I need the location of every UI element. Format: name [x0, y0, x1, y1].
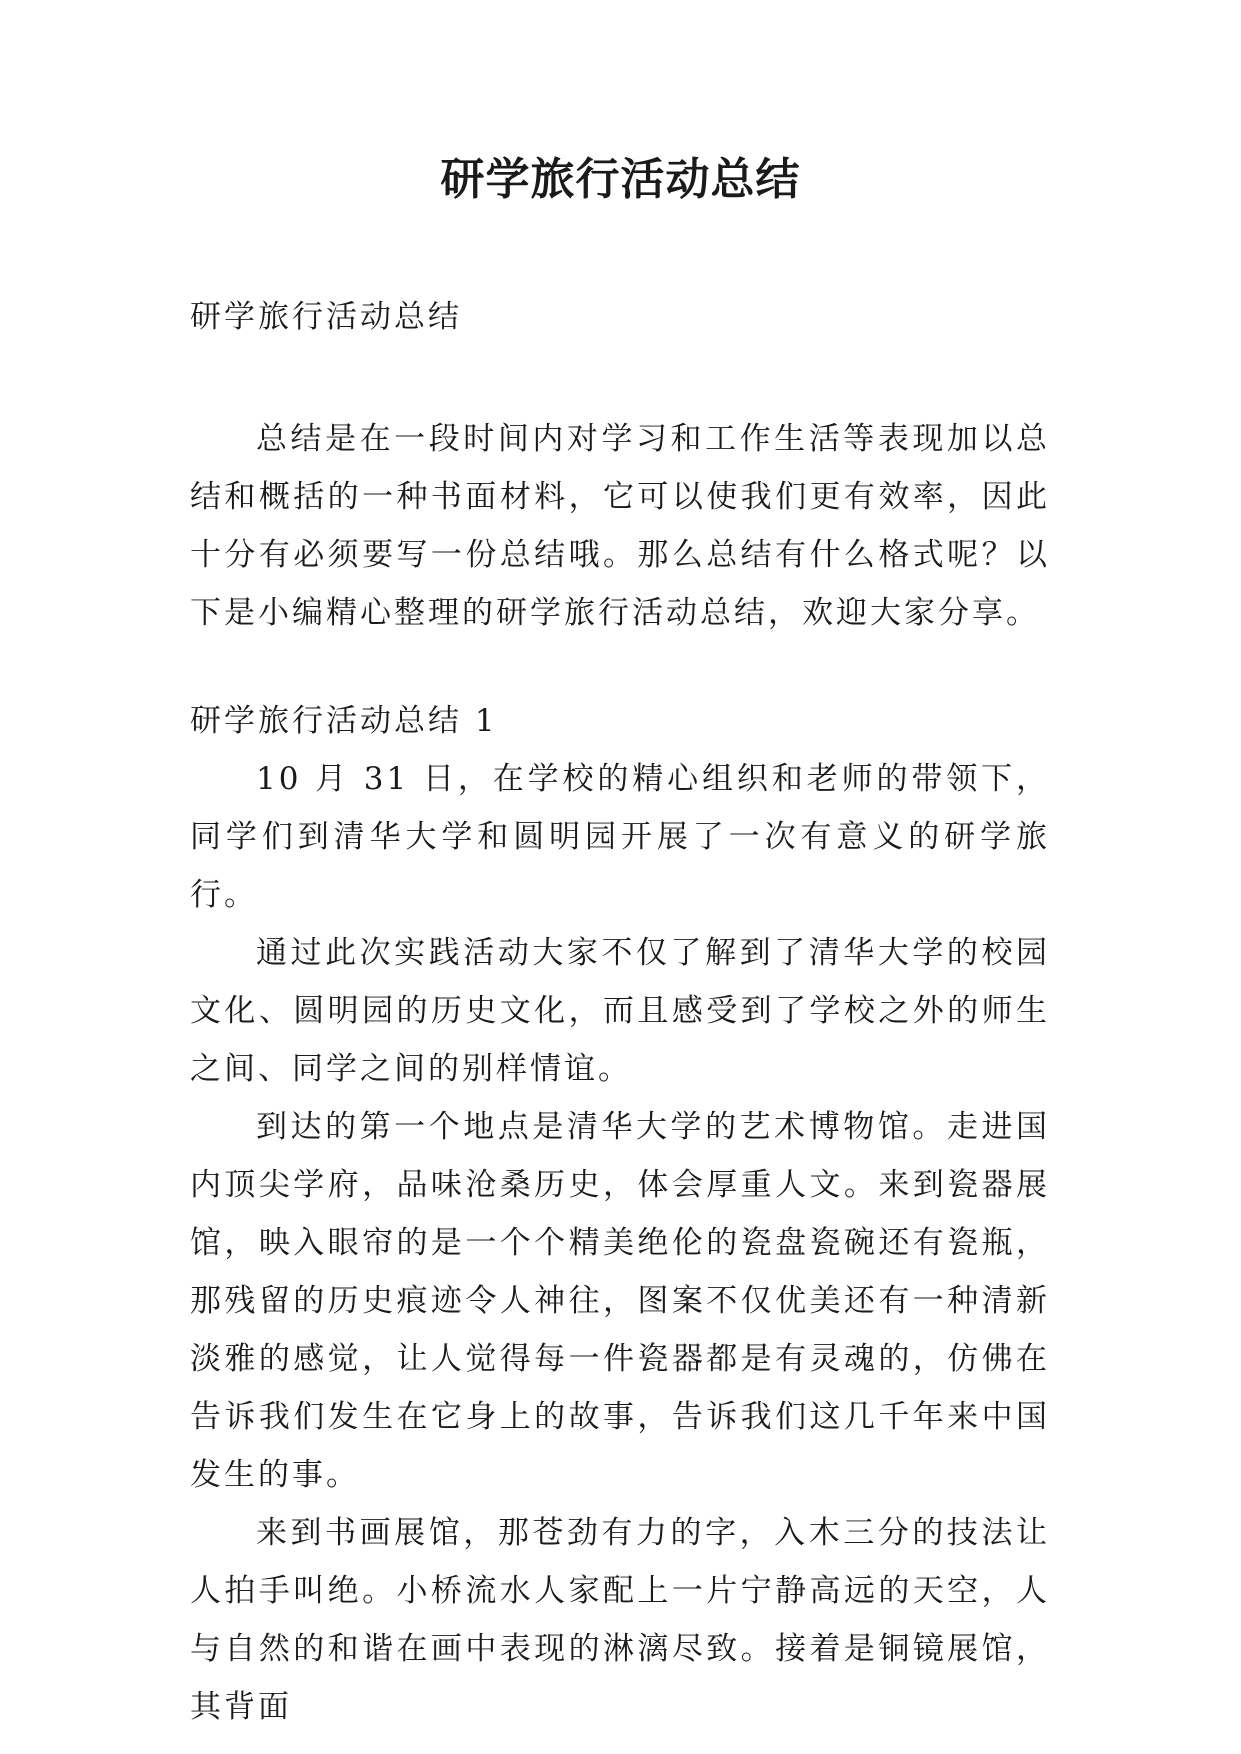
paragraph: 到达的第一个地点是清华大学的艺术博物馆。走进国内顶尖学府，品味沧桑历史，体会厚重人文。来到瓷器展馆，映入眼帘的是一个个精美绝伦的瓷盘瓷碗还有瓷瓶，那残留的历史痕迹令人神往，图案不仅优美还有一种清新淡雅的感觉，让人觉得每一件瓷器都是有灵魂的，仿佛在告诉我们发生在它身上的故事，告诉我们这几千年来中国发生的事。	[190, 1109, 1050, 1493]
section-heading: 研学旅行活动总结 1	[190, 703, 498, 739]
paragraph: 来到书画展馆，那苍劲有力的字，入木三分的技法让人拍手叫绝。小桥流水人家配上一片宁静高远的天空，人与自然的和谐在画中表现的淋漓尽致。接着是铜镜展馆，其背面	[190, 1515, 1050, 1725]
section-body	[190, 750, 1050, 1736]
document-title: 研学旅行活动总结	[440, 154, 801, 205]
intro-paragraph: 总结是在一段时间内对学习和工作生活等表现加以总结和概括的一种书面材料，它可以使我们更有效率，因此十分有必须要写一份总结哦。那么总结有什么格式呢？以下是小编精心整理的研学旅行活动总结，欢迎大家分享。	[190, 421, 1050, 631]
paragraph: 10 月 31 日，在学校的精心组织和老师的带领下，同学们到清华大学和圆明园开展了一次有意义的研学旅行。	[190, 761, 1050, 913]
document-subtitle: 研学旅行活动总结	[190, 299, 462, 335]
paragraph: 通过此次实践活动大家不仅了解到了清华大学的校园文化、圆明园的历史文化，而且感受到了学校之外的师生之间、同学之间的别样情谊。	[190, 935, 1050, 1087]
